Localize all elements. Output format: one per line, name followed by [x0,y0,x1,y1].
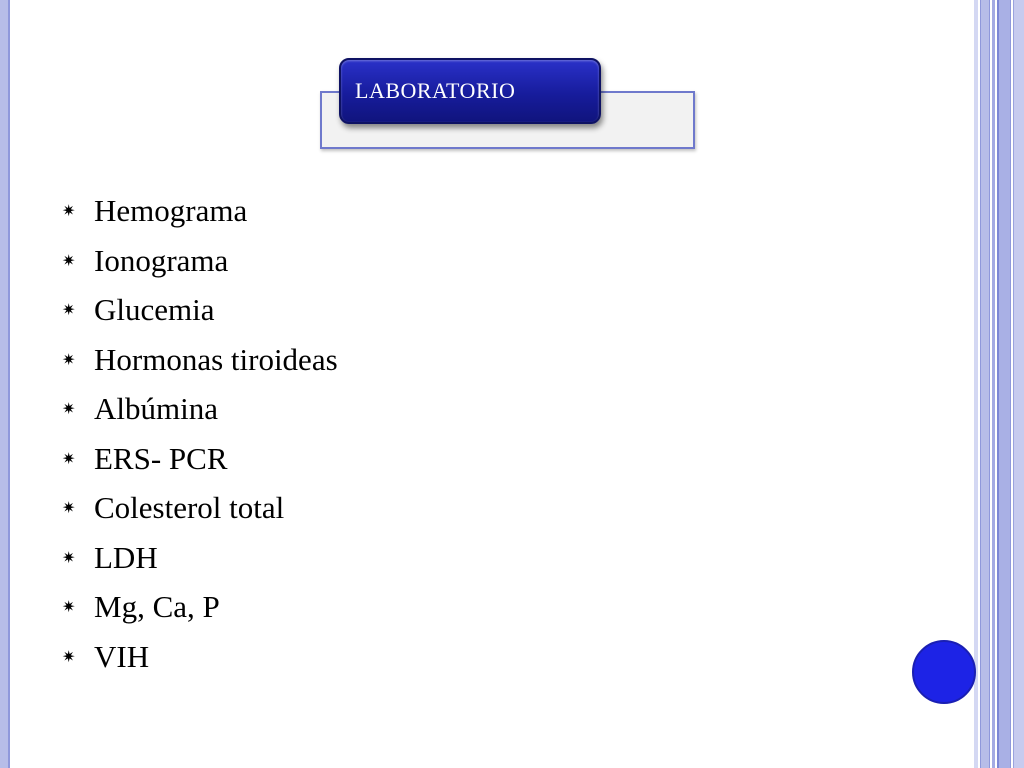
asterisk-bullet-icon: ✷ [62,300,76,320]
asterisk-bullet-icon: ✷ [62,547,76,567]
right-border-decoration [974,0,1024,768]
list-item [60,533,338,583]
list-item-text: VIH [94,638,150,674]
right-bar [1013,0,1024,768]
list-item-text: Ionograma [94,242,229,278]
list-item [60,582,338,632]
list-item [60,236,338,286]
asterisk-bullet-icon: ✷ [62,646,76,666]
list-item [60,483,338,533]
asterisk-bullet-icon: ✷ [62,448,76,468]
asterisk-bullet-icon: ✷ [62,399,76,419]
asterisk-bullet-icon: ✷ [62,597,76,617]
list-item-text: Colesterol total [94,490,285,526]
asterisk-bullet-icon: ✷ [62,250,76,270]
list-item-text: Hormonas tiroideas [94,341,338,377]
list-item [60,186,338,236]
left-border-decoration [0,0,10,768]
list-item-text: Glucemia [94,292,215,328]
list-item [60,285,338,335]
list-item [60,335,338,385]
right-bar [992,0,995,768]
right-bar [974,0,978,768]
slide-title: LABORATORIO [355,78,516,103]
title-tab [339,58,601,124]
list-item-text: Mg, Ca, P [94,589,220,625]
list-item-text: Albúmina [94,391,218,427]
asterisk-bullet-icon: ✷ [62,201,76,221]
lab-test-list [60,186,338,681]
blue-circle-decoration [912,640,976,704]
list-item [60,434,338,484]
list-item-text: ERS- PCR [94,440,228,476]
asterisk-bullet-icon: ✷ [62,349,76,369]
list-item [60,384,338,434]
list-item [60,632,338,682]
right-bar [980,0,990,768]
right-bar [997,0,1011,768]
list-item-text: Hemograma [94,193,248,229]
asterisk-bullet-icon: ✷ [62,498,76,518]
list-item-text: LDH [94,539,158,575]
